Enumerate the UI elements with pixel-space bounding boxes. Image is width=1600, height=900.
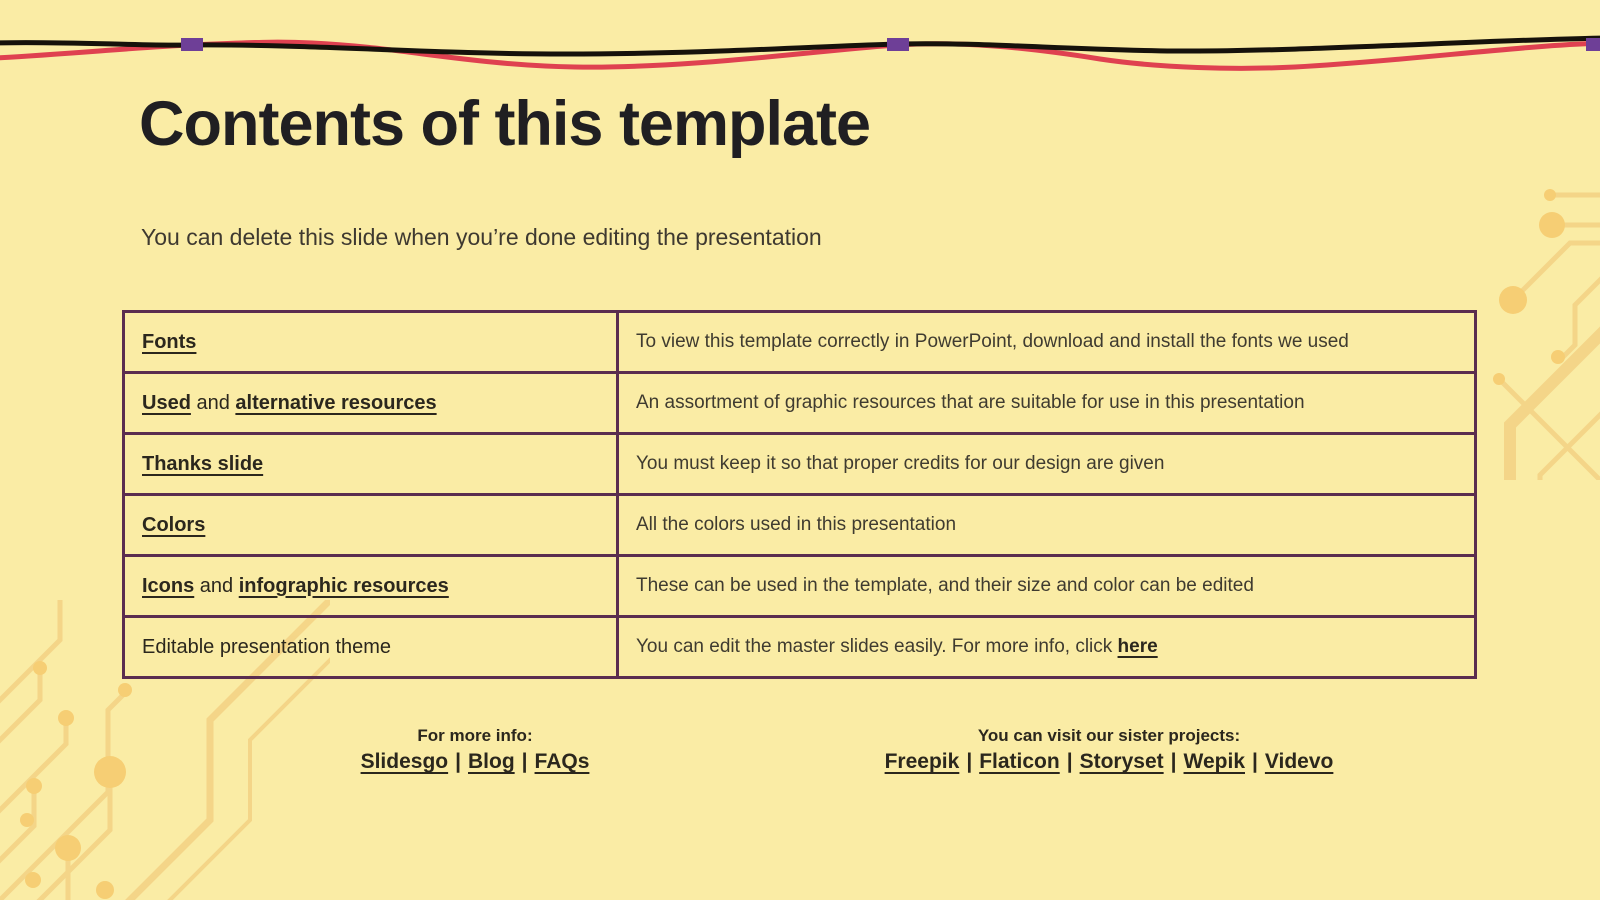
row-used-description: An assortment of graphic resources that are suitable for use in this presentation [618, 373, 1476, 434]
page-title: Contents of this template [139, 89, 871, 159]
table-row-thanks-slide [124, 434, 1476, 495]
faqs-link[interactable]: FAQs [534, 750, 590, 773]
row-fonts-description: To view this template correctly in PowerPoint, download and install the fonts we used [618, 312, 1476, 373]
separator: | [521, 750, 528, 773]
videvo-link[interactable]: Videvo [1264, 750, 1334, 773]
sister-projects-heading: You can visit our sister projects: [977, 726, 1241, 745]
row-icons-label-cell [124, 556, 618, 617]
row-thanks-description: You must keep it so that proper credits for our design are given [618, 434, 1476, 495]
separator: | [1066, 750, 1073, 773]
row-editable-description [618, 617, 1476, 678]
editable-theme-text: Editable presentation theme [142, 635, 392, 658]
here-link[interactable]: here [1117, 636, 1158, 657]
alternative-resources-link[interactable]: alternative resources [235, 391, 437, 414]
separator: | [455, 750, 461, 773]
thanks-slide-link[interactable]: Thanks slide [142, 452, 264, 475]
wepik-link[interactable]: Wepik [1183, 750, 1245, 773]
colors-link[interactable]: Colors [142, 513, 206, 536]
slidesgo-link[interactable]: Slidesgo [360, 750, 449, 773]
row-thanks-label-cell [124, 434, 618, 495]
wave-node-right-icon [1586, 38, 1600, 51]
sister-projects-links [854, 750, 1364, 774]
fonts-link[interactable]: Fonts [142, 330, 197, 353]
row-editable-label-cell [124, 617, 618, 678]
slide-subtitle: You can delete this slide when you’re done editing the presentation [141, 224, 822, 250]
separator: | [966, 750, 973, 773]
separator: | [1252, 750, 1258, 773]
freepik-link[interactable]: Freepik [884, 750, 960, 773]
separator: | [1170, 750, 1177, 773]
row-fonts-label-cell [124, 312, 618, 373]
table-row-colors [124, 495, 1476, 556]
icons-link[interactable]: Icons [142, 574, 195, 597]
row-icons-description: These can be used in the template, and their size and color can be edited [618, 556, 1476, 617]
and-text: and [194, 574, 239, 597]
more-info-links [275, 750, 675, 774]
used-link[interactable]: Used [142, 391, 191, 414]
table-row-editable-theme [124, 617, 1476, 678]
blog-link[interactable]: Blog [468, 750, 515, 773]
table-row-used-resources [124, 373, 1476, 434]
flaticon-link[interactable]: Flaticon [979, 750, 1060, 773]
infographic-resources-link[interactable]: infographic resources [238, 574, 449, 597]
table-row-icons [124, 556, 1476, 617]
and-text: and [190, 391, 236, 414]
row-used-label-cell [124, 373, 618, 434]
footer-more-info [275, 726, 675, 774]
row-colors-label-cell [124, 495, 618, 556]
wave-node-middle-icon [887, 38, 909, 51]
more-info-heading: For more info: [417, 726, 533, 745]
editable-description-text: You can edit the master slides easily. For more info, click [636, 636, 1118, 657]
contents-table [122, 310, 1477, 679]
wave-node-left-icon [181, 38, 203, 51]
storyset-link[interactable]: Storyset [1079, 750, 1164, 773]
table-row-fonts [124, 312, 1476, 373]
wave-lines-decoration [0, 0, 1600, 90]
row-colors-description: All the colors used in this presentation [618, 495, 1476, 556]
footer-sister-projects [854, 726, 1364, 774]
